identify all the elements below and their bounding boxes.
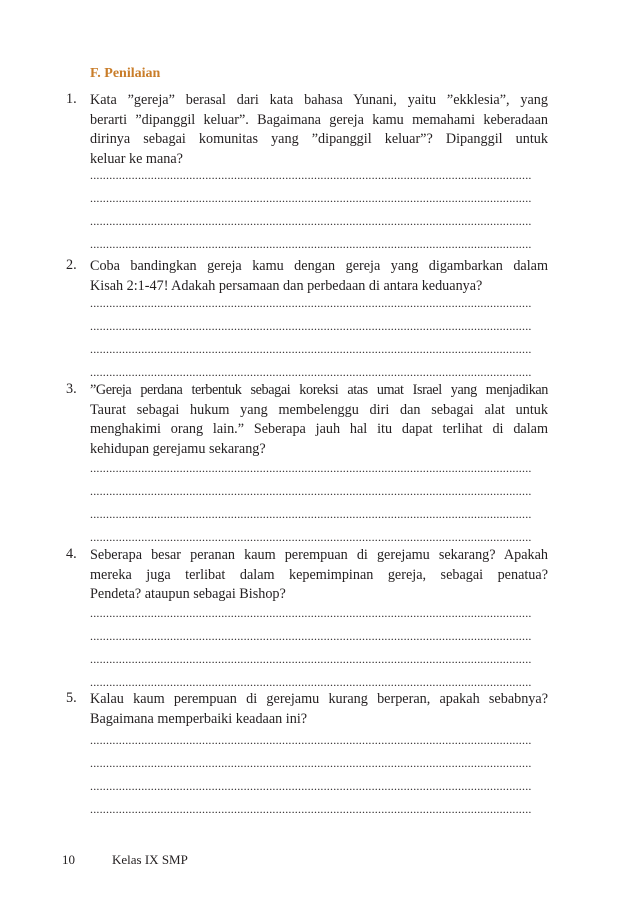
question-3-line-3: menghakimi orang lain.” Seberapa jauh hal itu dapat terlihat di dalam bbox=[90, 421, 548, 438]
answer-line[interactable]: .......................................................................................................................................... bbox=[90, 608, 532, 618]
question-1-number: 1. bbox=[66, 91, 77, 107]
question-3-number: 3. bbox=[66, 381, 77, 397]
question-5-text bbox=[90, 690, 548, 729]
answer-line[interactable]: .......................................................................................................................................... bbox=[90, 367, 532, 377]
answer-line[interactable]: .......................................................................................................................................... bbox=[90, 735, 532, 745]
question-1-text bbox=[90, 91, 548, 169]
answer-line[interactable]: .......................................................................................................................................... bbox=[90, 677, 532, 687]
question-5-line-2: Bagaimana memperbaiki keadaan ini? bbox=[90, 710, 308, 727]
question-4-line-1: Seberapa besar peranan kaum perempuan di gerejamu sekarang? Apakah bbox=[90, 547, 548, 563]
answer-line[interactable]: .......................................................................................................................................... bbox=[90, 463, 532, 473]
question-3-text bbox=[90, 381, 548, 459]
question-3-line-4: kehidupan gerejamu sekarang? bbox=[90, 440, 266, 457]
answer-line[interactable]: .......................................................................................................................................... bbox=[90, 321, 532, 331]
page-number: 10 bbox=[62, 852, 75, 867]
answer-line[interactable]: .......................................................................................................................................... bbox=[90, 781, 532, 791]
answer-line[interactable]: .......................................................................................................................................... bbox=[90, 758, 532, 768]
question-5-line-1: Kalau kaum perempuan di gerejamu kurang berperan, apakah sebabnya? bbox=[90, 691, 548, 707]
question-5-number: 5. bbox=[66, 690, 77, 706]
section-heading: F. Penilaian bbox=[90, 66, 161, 81]
question-3-line-1: ”Gereja perdana terbentuk sebagai koreksi atas umat Israel yang menjadikan bbox=[90, 382, 548, 398]
answer-line[interactable]: .......................................................................................................................................... bbox=[90, 486, 532, 496]
question-2-number: 2. bbox=[66, 257, 77, 273]
footer-label: Kelas IX SMP bbox=[112, 852, 188, 867]
question-1-line-1: Kata ”gereja” berasal dari kata bahasa Yunani, yaitu ”ekklesia”, yang bbox=[90, 92, 548, 108]
question-2-text bbox=[90, 257, 548, 296]
answer-line[interactable]: .......................................................................................................................................... bbox=[90, 216, 532, 226]
question-1-line-2: berarti ”dipanggil keluar”. Bagaimana gereja kamu memahami keberadaan bbox=[90, 111, 548, 128]
answer-line[interactable]: .......................................................................................................................................... bbox=[90, 654, 532, 664]
answer-line[interactable]: .......................................................................................................................................... bbox=[90, 631, 532, 641]
answer-line[interactable]: .......................................................................................................................................... bbox=[90, 344, 532, 354]
answer-line[interactable]: .......................................................................................................................................... bbox=[90, 804, 532, 814]
answer-line[interactable]: .......................................................................................................................................... bbox=[90, 532, 532, 542]
answer-line[interactable]: .......................................................................................................................................... bbox=[90, 298, 532, 308]
answer-line[interactable]: .......................................................................................................................................... bbox=[90, 193, 532, 203]
answer-line[interactable]: .......................................................................................................................................... bbox=[90, 239, 532, 249]
question-3-line-2: Taurat sebagai hukum yang membelenggu diri dan sebagai alat untuk bbox=[90, 401, 548, 418]
answer-line[interactable]: .......................................................................................................................................... bbox=[90, 509, 532, 519]
question-2-line-2: Kisah 2:1-47! Adakah persamaan dan perbedaan di antara keduanya? bbox=[90, 277, 483, 294]
question-4-line-2: mereka juga terlibat dalam kepemimpinan gereja, sebagai penatua? bbox=[90, 566, 548, 583]
question-4-text bbox=[90, 546, 548, 605]
question-1-line-3: dirinya sebagai komunitas yang ”dipanggil keluar”? Dipanggil untuk bbox=[90, 131, 548, 148]
question-1-line-4: keluar ke mana? bbox=[90, 150, 183, 167]
question-2-line-1: Coba bandingkan gereja kamu dengan gereja yang digambarkan dalam bbox=[90, 258, 548, 274]
question-4-line-3: Pendeta? ataupun sebagai Bishop? bbox=[90, 586, 286, 603]
answer-line[interactable]: .......................................................................................................................................... bbox=[90, 170, 532, 180]
question-4-number: 4. bbox=[66, 546, 77, 562]
